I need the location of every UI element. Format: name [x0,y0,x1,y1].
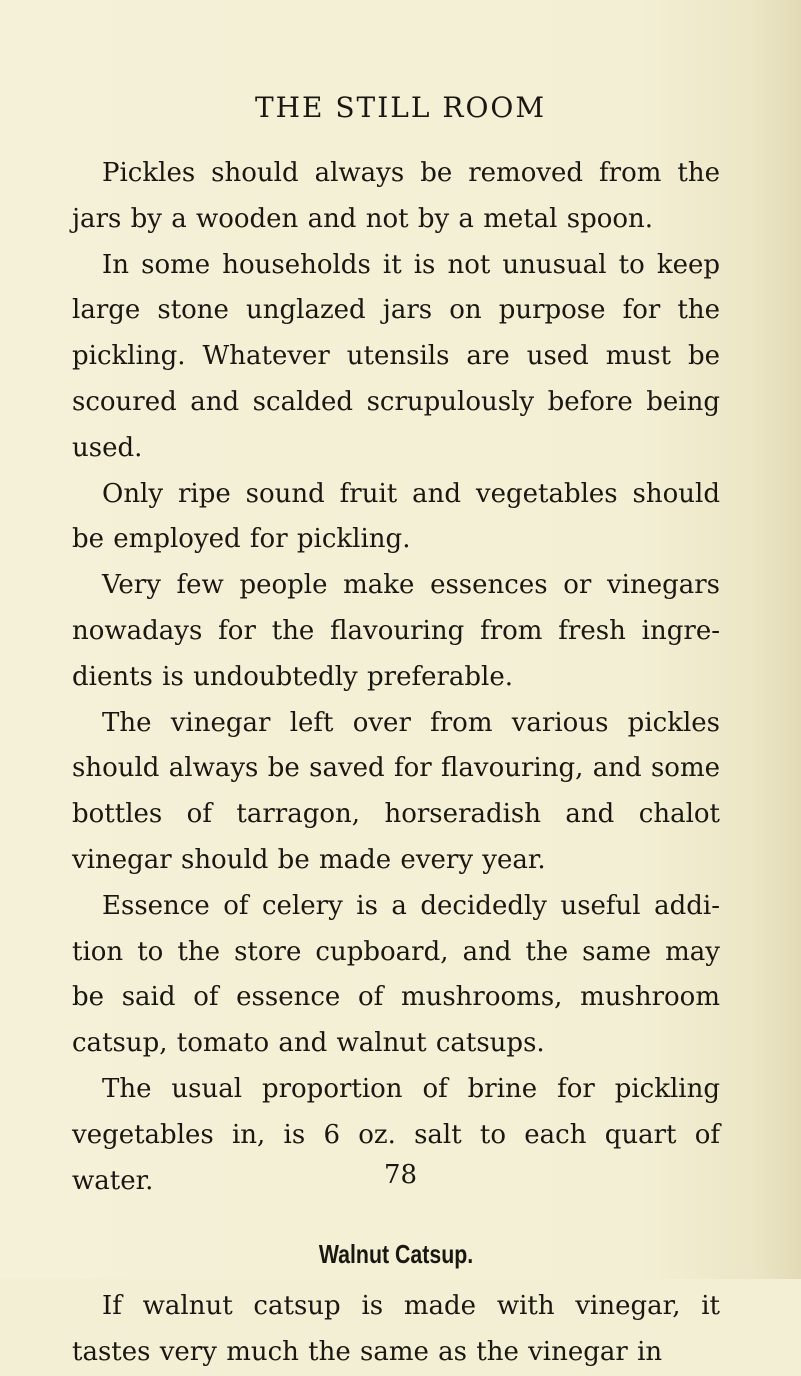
paragraph-ripe-fruit: Only ripe sound fruit and vegetables should be employed for pickling. [72,478,720,555]
paragraph-walnut-catsup: If walnut catsup is made with vinegar, it tastes very much the same as the vinegar in [72,1291,720,1368]
section-heading: Walnut Catsup. [318,1239,474,1270]
paragraph-essence-celery: Essence of celery is a decidedly useful addi-tion to the store cupboard, and the same may be said of essence of mushrooms, mushroom catsup, tomato and walnut catsups. [72,890,720,1059]
page-number: 78 [383,1160,418,1190]
paragraph-stone-jars: In some households it is not unusual to keep large stone unglazed jars on purpose for the pickling. Whatever utensils are used must be scoured and scalded scrupulously before being used. [72,249,720,463]
paragraph-brine-proportion: The usual proportion of brine for pickling vegetables in, is 6 oz. salt to each quart of water. [72,1073,720,1196]
running-head: THE STILL ROOM [254,91,547,124]
paragraph-vinegar-left-over: The vinegar left over from various pickles should always be saved for flavouring, and some bottles of tarragon, horseradish and chalot vinegar should be made every year. [72,707,720,875]
paragraph-pickles-removal: Pickles should always be removed from the jars by a wooden and not by a metal spoon. [72,158,720,234]
paragraph-essences: Very few people make essences or vinegars nowadays for the flavouring from fresh ingre-dients is undoubtedly preferable. [72,570,720,692]
